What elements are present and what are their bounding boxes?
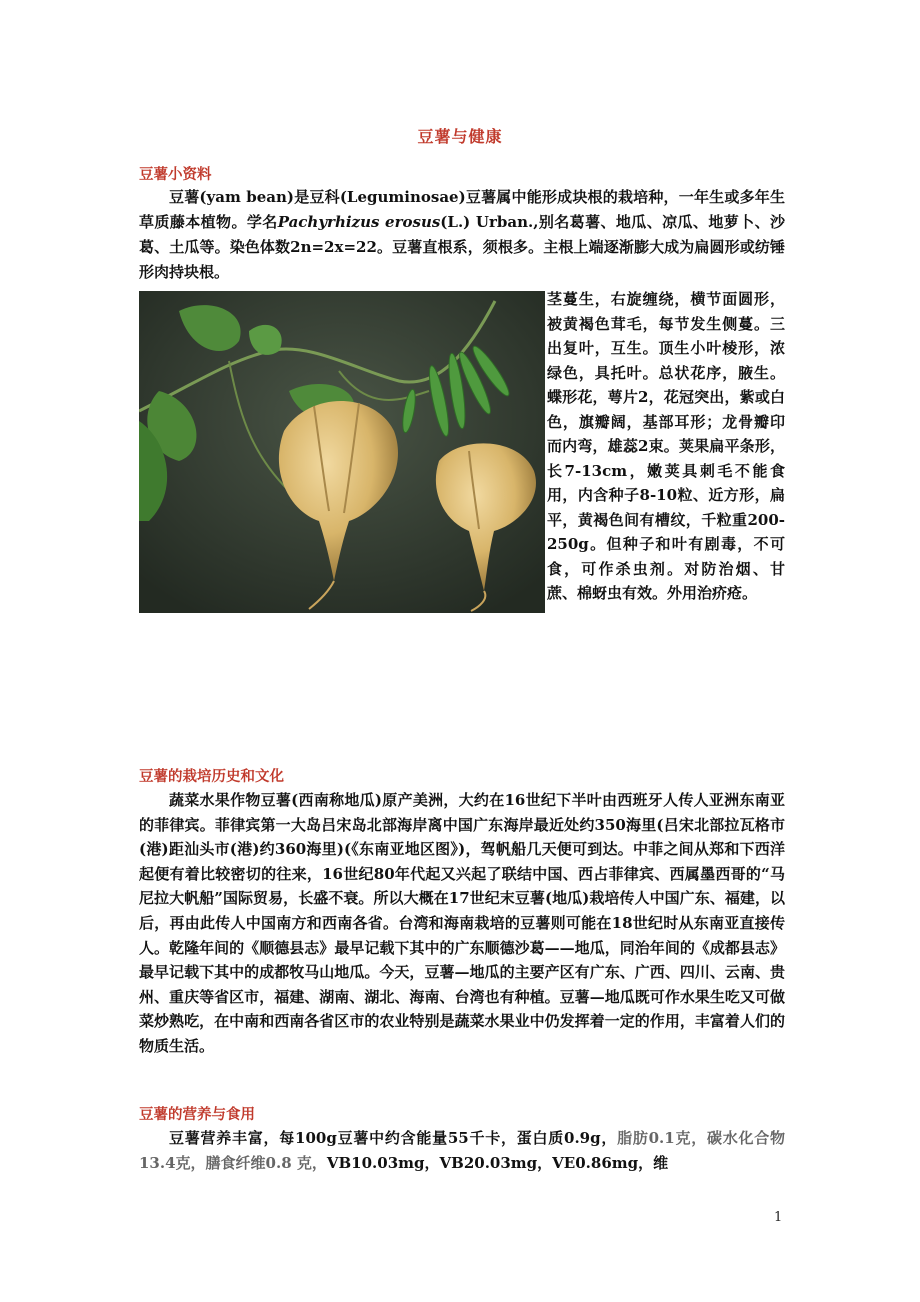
paragraph-intro-text: 豆薯(yam bean)是豆科(Leguminosae)豆薯属中能形成块根的栽培种，一年生或多年生草质藤本植物。学名 xyxy=(139,188,785,231)
paragraph-nutrition xyxy=(139,1126,785,1176)
paragraph-morphology-text: 茎蔓生，右旋缠绕，横节面圆形，被黄褐色茸毛，每节发生侧蔓。三出复叶，互生。顶生小叶棱形，浓绿色，具托叶。总状花序，腋生。蝶形花，萼片2，花冠突出，紫或白色，旗瓣阔，基部耳形；龙骨瓣印而内弯，雄蕊2束。荚果扁平条形，长7-13cm，嫩荚具刺毛不能食用，内含种子8-10粒、近方形，扁平，黄褐色间有槽纹，千粒重200-250g。但种子和叶有剧毒，不可食，可作杀虫剂。对防治烟、甘蔗、棉蚜虫有效。外用治疥疮。 xyxy=(547,290,785,602)
section-heading-history: 豆薯的栽培历史和文化 xyxy=(139,768,284,785)
nutrition-text-a: 豆薯营养丰富，每100g豆薯中约含能量55千卡，蛋白质0.9g， xyxy=(169,1129,618,1147)
yam-bean-photo xyxy=(139,291,545,613)
paragraph-history: 蔬菜水果作物豆薯(西南称地瓜)原产美洲，大约在16世纪下半叶由西班牙人传人亚洲东南亚的菲律宾。菲律宾第一大岛吕宋岛北部海岸离中国广东海岸最近处约350海里(吕宋北部拉瓦格市(港)距汕头市(港)约360海里)(《东南亚地区图》)，驾帆船几天便可到达。中菲之间从郑和下西洋起便有着比较密切的往来，16世纪80年代起又兴起了联结中国、西占菲律宾、西属墨西哥的“马尼拉大帆船”国际贸易，长盛不衰。所以大概在17世纪末豆薯(地瓜)栽培传人中国广东、福建，以后，再由此传人中国南方和西南各省。台湾和海南栽培的豆薯则可能在18世纪时从东南亚直接传人。乾隆年间的《顺德县志》最早记载下其中的广东顺德沙葛——地瓜，同治年间的《成都县志》最早记载下其中的成都牧马山地瓜。今天，豆薯—地瓜的主要产区有广东、广西、四川、云南、贵州、重庆等省区市，福建、湖南、湖北、海南、台湾也有种植。豆薯—地瓜既可作水果生吃又可做菜炒熟吃，在中南和西南各省区市的农业特别是蔬菜水果业中仍发挥着一定的作用，丰富着人们的物质生活。 xyxy=(139,791,785,1055)
page-number: 1 xyxy=(774,1210,783,1225)
document-title: 豆薯与健康 xyxy=(417,127,503,146)
paragraph-intro xyxy=(139,185,785,285)
yam-bean-illustration xyxy=(139,291,545,613)
nutrition-text-c: VB10.03mg，VB20.03mg，VE0.86mg，维 xyxy=(326,1154,669,1172)
nutrition-text-b: 脂肪0.1克，碳水化合物13.4克，膳食纤维0.8 克， xyxy=(139,1129,785,1172)
section-heading-info: 豆薯小资料 xyxy=(139,166,212,183)
paragraph-morphology xyxy=(139,287,785,613)
paragraph-intro-text-after: (L.) Urban.,别名葛薯、地瓜、凉瓜、地萝卜、沙葛、土瓜等。染色体数2n=2x=22。豆薯直根系，须根多。主根上端逐渐膨大成为扁圆形或纺锤形肉持块根。 xyxy=(139,213,785,281)
section-heading-nutrition: 豆薯的营养与食用 xyxy=(139,1106,255,1123)
scientific-name: Pachyrhizus erosus xyxy=(277,213,441,231)
